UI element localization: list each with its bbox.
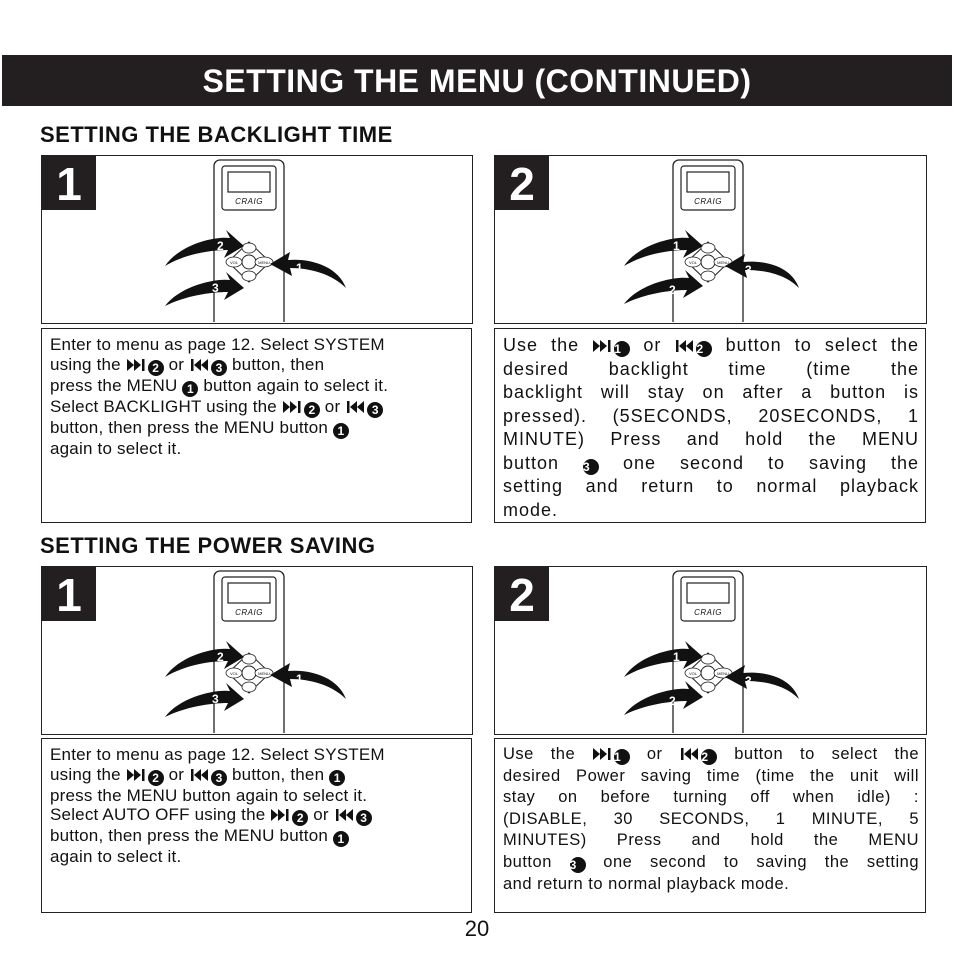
step-number-badge: 3 [570,857,586,873]
text-segment: using the [50,764,126,784]
text-segment: or [630,745,680,763]
player-illustration [619,569,859,735]
next-icon [592,339,614,353]
text-line [503,334,919,358]
menu-label: MENU [717,260,729,265]
text-line [503,766,919,788]
text-line [503,852,919,874]
text-segment: Use the [503,745,592,763]
menu-label: MENU [258,260,270,265]
next-button [701,654,715,664]
text-segment: backlight will stay on after a button is [503,382,919,402]
player-illustration [619,158,859,324]
text-segment: again to select it. [50,847,182,866]
prev-icon [674,339,696,353]
text-segment: button again to select it. [198,375,389,395]
play-pause-button [242,255,256,269]
prev-icon [189,768,211,782]
text-line [50,397,465,418]
text-segment: button, then press the MENU button [50,417,333,437]
instruction-box [41,738,472,913]
arrow-label: 2 [217,239,224,253]
illustration-panel [41,155,473,324]
illustration-panel [41,566,473,735]
text-segment: button [503,452,584,473]
text-line [503,499,919,523]
text-segment: button, then press the MENU button [50,826,333,845]
text-segment: or [163,354,190,374]
player-illustration [160,569,400,735]
text-segment: Select AUTO OFF using the [50,805,271,824]
text-line [503,358,919,382]
prev-button [242,682,256,692]
player-illustration [160,158,400,324]
text-segment: MINUTE) Press and hold the MENU [503,429,919,449]
step-number: 1 [42,567,96,621]
step-number-badge: 2 [304,402,320,418]
text-segment: one second to saving the [599,452,919,473]
arrow-label: 1 [673,650,680,664]
next-icon [592,747,614,761]
text-line [503,744,919,766]
text-segment: button to select the [712,335,919,355]
arrow-label: 1 [296,261,303,275]
text-segment: Select BACKLIGHT using the [50,396,282,416]
arrow-label: 3 [212,692,219,706]
play-pause-button [242,666,256,680]
text-line [503,381,919,405]
arrow-label: 2 [669,694,676,708]
step-number-badge: 2 [148,360,164,376]
vol-label: VOL [688,260,698,265]
text-segment: press the MENU [50,375,183,395]
text-line [503,452,919,476]
step-number-badge: 3 [211,360,227,376]
brand-logo-text: CRAIG [694,197,722,206]
page-title: SETTING THE MENU (CONTINUED) [2,55,952,106]
text-segment: or [319,396,346,416]
text-segment: Use the [503,335,593,355]
prev-icon [189,358,211,372]
text-line [50,805,465,826]
step-number-badge: 3 [211,770,227,786]
step-number: 2 [495,156,549,210]
text-line [503,830,919,852]
arrow-label: 3 [745,263,752,277]
step-number-badge: 3 [356,810,372,826]
text-segment: (DISABLE, 30 SECONDS, 1 MINUTE, 5 [503,809,919,828]
menu-label: MENU [258,671,270,676]
text-segment: one second to saving the setting [585,852,919,871]
menu-label: MENU [717,671,729,676]
arrow-label: 1 [296,672,303,686]
instruction-text [503,334,919,522]
text-segment: button to select the [717,745,919,763]
text-segment: and return to normal playback mode. [503,874,790,893]
text-line [503,874,919,896]
player-screen [228,583,270,603]
text-line [50,765,465,786]
arrow-label: 3 [745,674,752,688]
player-screen [228,172,270,192]
vol-label: VOL [229,671,239,676]
brand-logo-text: CRAIG [235,608,263,617]
next-icon [282,400,304,414]
text-segment: press the MENU button again to select it. [50,785,368,805]
step-number-badge: 1 [333,423,349,439]
step-number-badge: 3 [583,459,599,475]
section-title-backlight: SETTING THE BACKLIGHT TIME [40,122,393,147]
text-line [503,787,919,809]
prev-icon [679,747,701,761]
text-line [50,439,465,459]
next-icon [126,358,148,372]
step-number-badge: 2 [701,749,717,765]
step-number-badge: 3 [367,402,383,418]
step-number-badge: 2 [696,341,712,357]
text-segment: button [503,852,570,871]
text-segment: mode. [503,499,559,520]
next-icon [270,808,292,822]
text-line [503,475,919,499]
text-line [50,847,465,867]
arrow-label: 3 [212,281,219,295]
text-segment: or [308,805,334,824]
prev-button [242,271,256,281]
arrow-label: 2 [217,650,224,664]
prev-icon [334,808,356,822]
step-number-badge: 2 [292,810,308,826]
prev-icon [345,400,367,414]
arrow-label: 2 [669,283,676,297]
text-line [50,418,465,439]
instruction-box [41,328,472,523]
text-segment: pressed). (5SECONDS, 20SECONDS, 1 [503,405,919,426]
text-segment: button, then [227,764,330,784]
text-line [503,428,919,452]
illustration-panel [494,566,927,735]
prev-button [701,682,715,692]
section-title-power-saving: SETTING THE POWER SAVING [40,533,376,558]
text-segment: button, then [227,354,325,374]
instruction-text [50,745,465,867]
instruction-box [494,738,926,913]
brand-logo-text: CRAIG [694,608,722,617]
play-pause-button [701,255,715,269]
text-segment: or [163,764,190,784]
text-line [50,826,465,847]
next-button [242,243,256,253]
instruction-text [50,335,465,458]
next-button [242,654,256,664]
instruction-text [503,744,919,895]
text-line [50,745,465,765]
step-number: 2 [495,567,549,621]
text-segment: or [630,335,675,355]
vol-label: VOL [688,671,698,676]
text-segment: desired backlight time (time the [503,358,919,379]
prev-button [701,271,715,281]
next-button [701,243,715,253]
step-number-badge: 1 [329,770,345,786]
step-number-badge: 1 [333,831,349,847]
player-screen [687,583,729,603]
page-number: 20 [464,916,490,941]
text-segment: Enter to menu as page 12. Select SYSTEM [50,335,385,354]
vol-label: VOL [229,260,239,265]
text-segment: again to select it. [50,438,182,458]
text-line [50,376,465,397]
text-segment: MINUTES) Press and hold the MENU [503,831,919,850]
step-number-badge: 1 [614,341,630,357]
text-segment: desired Power saving time (time the unit will [503,766,919,785]
text-line [50,786,465,806]
text-segment: using the [50,354,126,374]
next-icon [126,768,148,782]
text-line [50,335,465,355]
text-segment: stay on before turning off when idle) : [503,788,919,807]
text-segment: Enter to menu as page 12. Select SYSTEM [50,745,385,764]
text-line [50,355,465,376]
play-pause-button [701,666,715,680]
instruction-box [494,328,926,523]
player-screen [687,172,729,192]
illustration-panel [494,155,927,324]
step-number-badge: 2 [148,770,164,786]
step-number-badge: 1 [614,749,630,765]
brand-logo-text: CRAIG [235,197,263,206]
arrow-label: 1 [673,239,680,253]
step-number: 1 [42,156,96,210]
text-line [503,405,919,429]
text-segment: setting and return to normal playback [503,476,919,496]
text-line [503,809,919,831]
step-number-badge: 1 [182,381,198,397]
